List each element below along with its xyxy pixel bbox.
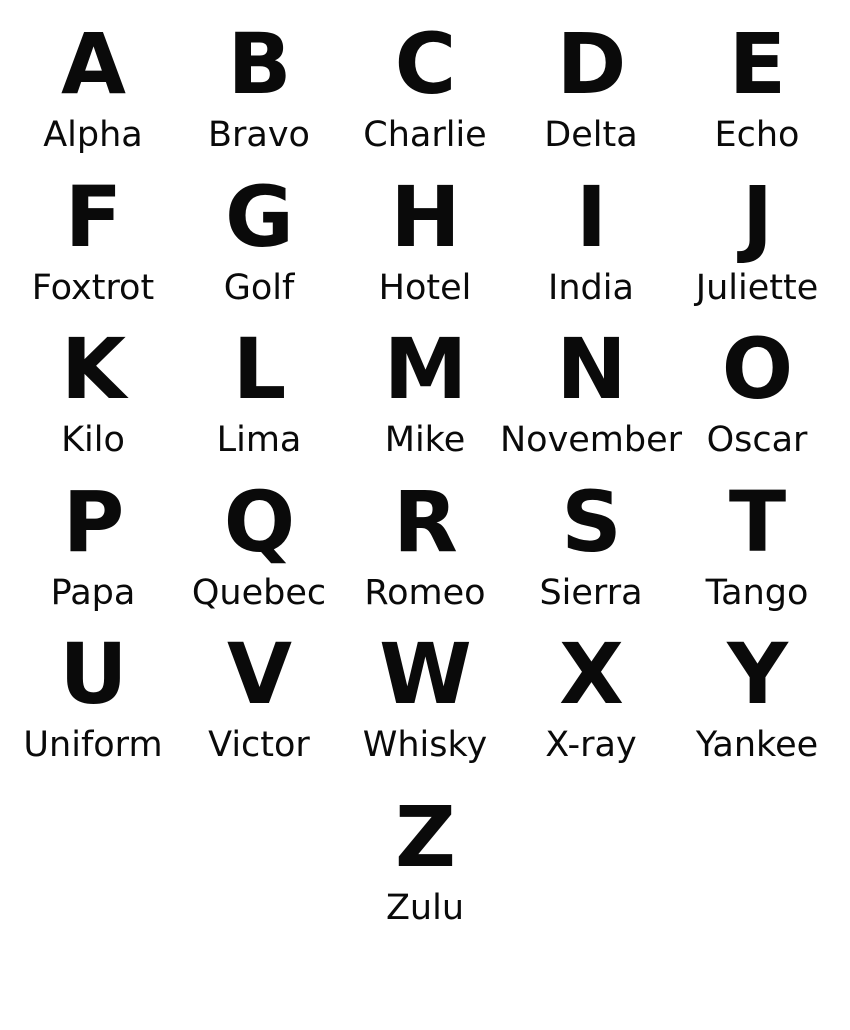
- letter-glyph: H: [390, 167, 460, 266]
- code-word-label: Bravo: [208, 115, 310, 155]
- alphabet-entry-g: [176, 167, 342, 308]
- letter-glyph: C: [394, 15, 456, 113]
- letter-glyph: X: [559, 625, 623, 723]
- code-word-label: Whisky: [362, 725, 488, 765]
- alphabet-row: [12, 320, 838, 460]
- code-word-label: Mike: [384, 420, 466, 460]
- alphabet-entry-u: [10, 625, 176, 765]
- code-word-label: Kilo: [61, 420, 125, 460]
- letter-glyph: I: [575, 167, 607, 266]
- alphabet-entry-w: [342, 625, 508, 765]
- alphabet-entry-h: [342, 167, 508, 308]
- alphabet-entry-f: [10, 167, 176, 308]
- letter-glyph: J: [741, 167, 773, 266]
- letter-glyph: T: [728, 472, 786, 571]
- alphabet-entry-t: [674, 472, 840, 613]
- letter-glyph: S: [561, 472, 621, 571]
- alphabet-entry-z: [342, 787, 508, 928]
- alphabet-entry-x: [508, 625, 674, 765]
- alphabet-entry-l: [176, 320, 342, 460]
- code-word-label: Charlie: [363, 115, 487, 155]
- letter-glyph: N: [556, 320, 626, 418]
- alphabet-entry-s: [508, 472, 674, 613]
- alphabet-row: [12, 167, 838, 308]
- alphabet-row: [12, 15, 838, 155]
- letter-glyph: D: [556, 15, 626, 113]
- code-word-label: Oscar: [706, 420, 808, 460]
- alphabet-entry-r: [342, 472, 508, 613]
- letter-glyph: R: [393, 472, 457, 571]
- alphabet-entry-i: [508, 167, 674, 308]
- letter-glyph: P: [62, 472, 124, 571]
- alphabet-entry-j: [674, 167, 840, 308]
- code-word-label: Golf: [223, 267, 295, 308]
- letter-glyph: Z: [395, 787, 455, 886]
- code-word-label: Alpha: [43, 115, 143, 155]
- letter-glyph: W: [379, 625, 471, 723]
- alphabet-entry-o: [674, 320, 840, 460]
- letter-glyph: L: [232, 320, 286, 418]
- alphabet-row: [12, 472, 838, 613]
- code-word-label: Juliette: [695, 267, 819, 308]
- code-word-label: Papa: [50, 572, 136, 613]
- code-word-label: Tango: [705, 572, 809, 613]
- code-word-label: Quebec: [191, 572, 327, 613]
- alphabet-entry-b: [176, 15, 342, 155]
- alphabet-row: [12, 625, 838, 765]
- code-word-label: Delta: [544, 115, 638, 155]
- code-word-label: Victor: [208, 725, 310, 765]
- code-word-label: Yankee: [695, 725, 819, 765]
- code-word-label: Zulu: [385, 887, 465, 928]
- code-word-label: X-ray: [545, 725, 637, 765]
- alphabet-entry-n: [499, 320, 683, 460]
- letter-glyph: F: [64, 167, 122, 266]
- code-word-label: Uniform: [23, 725, 163, 765]
- code-word-label: Lima: [216, 420, 302, 460]
- alphabet-entry-k: [10, 320, 176, 460]
- letter-glyph: Q: [223, 472, 295, 571]
- code-word-label: Romeo: [364, 572, 486, 613]
- letter-glyph: Y: [727, 625, 787, 723]
- code-word-label: Sierra: [539, 572, 643, 613]
- alphabet-entry-q: [176, 472, 342, 613]
- alphabet-entry-a: [10, 15, 176, 155]
- alphabet-entry-d: [508, 15, 674, 155]
- alphabet-entry-m: [342, 320, 508, 460]
- letter-glyph: M: [383, 320, 467, 418]
- code-word-label: November: [499, 420, 683, 460]
- letter-glyph: B: [227, 15, 291, 113]
- code-word-label: Foxtrot: [31, 267, 155, 308]
- letter-glyph: V: [226, 625, 291, 723]
- alphabet-entry-y: [674, 625, 840, 765]
- code-word-label: Hotel: [378, 267, 472, 308]
- alphabet-entry-v: [176, 625, 342, 765]
- alphabet-entry-c: [342, 15, 508, 155]
- letter-glyph: A: [60, 15, 125, 113]
- letter-glyph: O: [721, 320, 793, 418]
- letter-glyph: G: [225, 167, 293, 266]
- letter-glyph: U: [59, 625, 127, 723]
- alphabet-entry-e: [674, 15, 840, 155]
- letter-glyph: E: [728, 15, 786, 113]
- alphabet-entry-p: [10, 472, 176, 613]
- code-word-label: India: [548, 267, 634, 308]
- letter-glyph: K: [60, 320, 126, 418]
- alphabet-row: [12, 787, 838, 928]
- code-word-label: Echo: [714, 115, 800, 155]
